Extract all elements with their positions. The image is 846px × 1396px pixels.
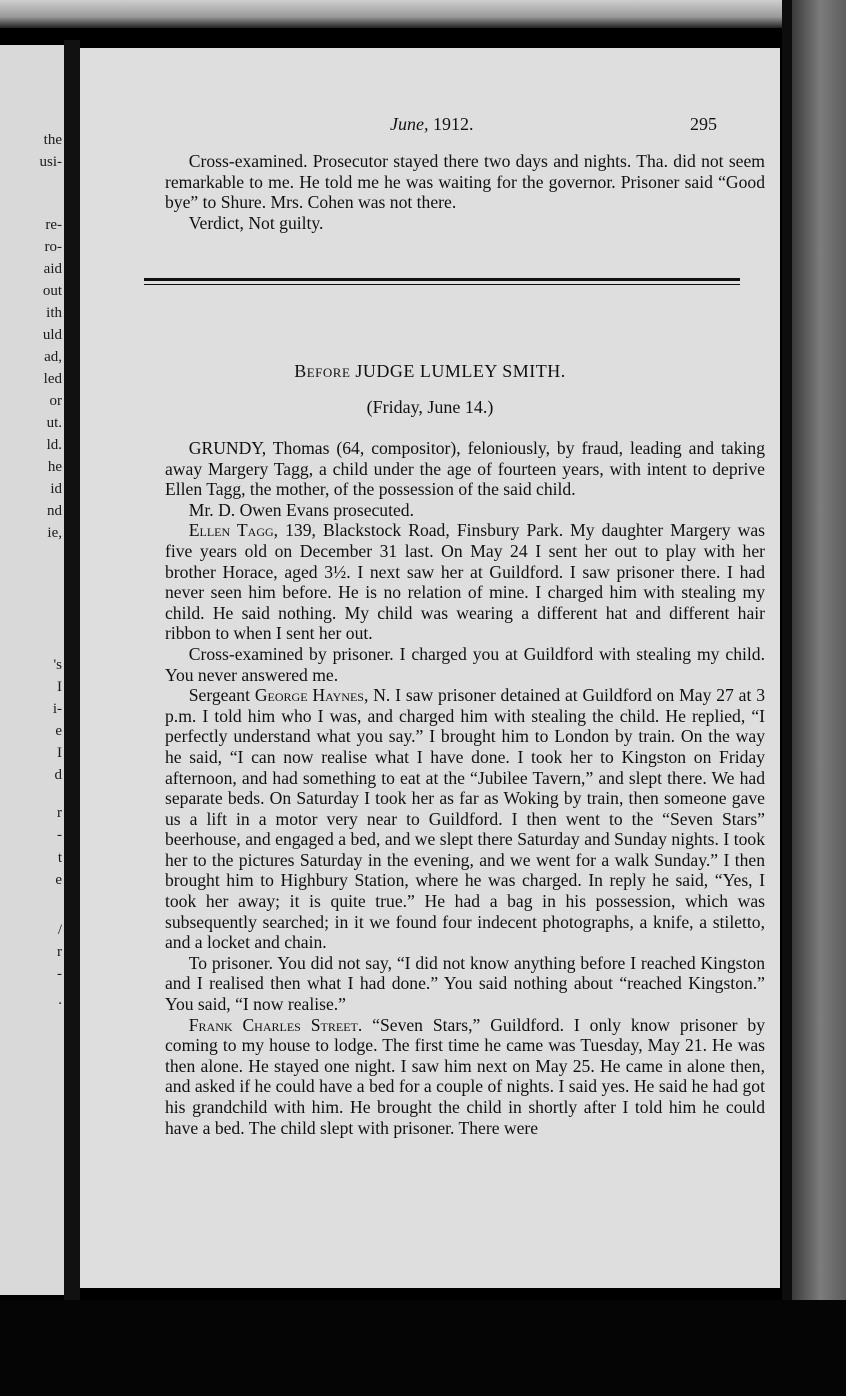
sitting-date: (Friday, June 14.)	[366, 397, 494, 417]
margin-fragment: out	[42, 283, 62, 299]
running-head-year: 1912.	[432, 114, 474, 134]
case-paragraph	[165, 1015, 765, 1139]
margin-fragment: t	[57, 850, 62, 866]
margin-fragment: id	[50, 481, 62, 497]
margin-fragment: -	[57, 966, 62, 982]
margin-fragment: nd	[47, 503, 62, 519]
case-paragraph	[165, 438, 765, 500]
margin-fragment: ut.	[46, 415, 62, 431]
section-rule-thin	[144, 284, 740, 285]
paragraph-text: Mr. D. Owen Evans prosecuted.	[188, 499, 414, 520]
section-heading	[80, 361, 780, 382]
margin-fragment: I	[57, 679, 62, 695]
witness-name: Frank Charles Street.	[188, 1014, 363, 1035]
margin-fragment: led	[43, 371, 62, 387]
margin-fragment: ld.	[46, 437, 62, 453]
margin-fragment: ad,	[44, 349, 62, 365]
paragraph-text: To prisoner. You did not say, “I did not know anything before I reached Kingston and I realised then what I had done.” You said nothing about “reached Kingston.” You said, “I now realise.”	[165, 952, 765, 1015]
heading-judge: JUDGE LUMLEY SMITH.	[355, 361, 566, 381]
margin-fragment: usi-	[39, 154, 62, 170]
preceding-case-text	[165, 151, 765, 233]
margin-fragment: uld	[42, 327, 62, 343]
margin-fragment: .	[58, 992, 62, 1008]
margin-fragment: 's	[53, 657, 62, 673]
case-paragraph	[165, 685, 765, 953]
margin-fragment: e	[55, 723, 62, 739]
margin-fragment: /	[57, 922, 62, 938]
paragraph-text: Cross-examined by prisoner. I charged you at Guildford with stealing my child. You never answered me.	[165, 643, 765, 685]
margin-fragment: -	[57, 827, 62, 843]
paragraph-text: GRUNDY, Thomas (64, compositor), feloniously, by fraud, leading and taking away Margery Tagg, a child under the age of fourteen years, with intent to deprive Ellen Tagg, the mother, of the possession of the said child.	[165, 438, 765, 500]
paragraph-text: 139, Blackstock Road, Finsbury Park. My daughter Margery was five years old on December 31 last. On May 24 I sent her out to play with her brother Horace, aged 3½. I next saw her at Guildford. I saw prisoner there. I had never seen him before. He is no relation of mine. I charged him with stealing my child. He said nothing. My child was wearing a different hat and different hair ribbon to when I sent her out.	[165, 520, 765, 644]
margin-fragment: e	[55, 872, 62, 888]
paragraph-text: “Seven Stars,” Guildford. I only know prisoner by coming to my house to lodge. The first time he came was Tuesday, May 21. He was then alone. He stayed one night. I saw him next on May 25. He came in alone then, and asked if he could have a bed for a couple of nights. I said yes. He said he had got his grandchild with him. He brought the child in shortly after I told him he could have a bed. The child slept with prisoner. There were	[165, 1014, 765, 1138]
page-header	[80, 114, 780, 138]
book-right-edge	[782, 0, 846, 1396]
witness-name: George Haynes,	[254, 685, 369, 706]
margin-fragment: r	[57, 805, 62, 821]
facing-page-edge	[0, 45, 64, 1295]
scan-bottom-border	[0, 1300, 846, 1396]
witness-name: Ellen Tagg,	[188, 520, 279, 541]
margin-fragment: ro-	[44, 239, 62, 255]
margin-fragment: he	[47, 459, 62, 475]
book-top-edge	[0, 0, 846, 28]
margin-fragment: d	[54, 767, 62, 783]
page-number: 295	[690, 114, 717, 134]
book-page	[80, 48, 780, 1288]
book-gutter	[64, 40, 80, 1300]
verdict-line: Verdict, Not guilty.	[188, 212, 324, 233]
margin-fragment: or	[49, 393, 62, 409]
margin-fragment: re-	[45, 217, 62, 233]
running-head: June, 1912.	[390, 114, 474, 134]
margin-fragment: i-	[52, 701, 62, 717]
paragraph-prefix: Sergeant	[188, 685, 255, 706]
case-paragraph	[165, 644, 765, 685]
margin-fragment: the	[43, 132, 62, 148]
case-paragraph	[165, 953, 765, 1015]
margin-fragment: I	[57, 745, 62, 761]
case-paragraph	[165, 520, 765, 644]
case-paragraph	[165, 500, 765, 521]
case-text	[165, 438, 765, 1138]
margin-fragment: aid	[43, 261, 62, 277]
heading-before: Before	[294, 361, 351, 381]
section-rule-thick	[144, 278, 740, 281]
margin-fragment: ie,	[47, 525, 62, 541]
margin-fragment: ith	[46, 305, 62, 321]
margin-fragment: r	[57, 944, 62, 960]
paragraph-text: N. I saw prisoner detained at Guildford on May 27 at 3 p.m. I told him who I was, and charged him with stealing the child. He replied, “I perfectly understand what you say.” I brought him to London by train. On the way he said, “I can now realise what I have done. I took her to Kingston on Friday afternoon, and had something to eat at the “Jubilee Tavern,” and slept there. We had separate beds. On Saturday I took her as far as Woking by train, then someone gave us a lift in a motor very near to Guildford. I then went to the “Seven Stars” beerhouse, and engaged a bed, and we slept there Saturday and Sunday nights. I took her to the pictures Saturday in the evening, and we went for a walk Sunday.” I then brought him to Highbury Station, where he was charged. In reply he said, “Yes, I took her away; it is quite true.” He had a bag in his possession, which was subsequently searched; in it we found four indecent photographs, a knife, a stiletto, and a locket and chain.	[165, 685, 765, 953]
cross-examination-paragraph: Cross-examined. Prosecutor stayed there two days and nights. Tha. did not seem remarkable to me. He told me he was waiting for the governor. Prisoner said “Good bye” to Shure. Mrs. Cohen was not there.	[165, 151, 765, 213]
